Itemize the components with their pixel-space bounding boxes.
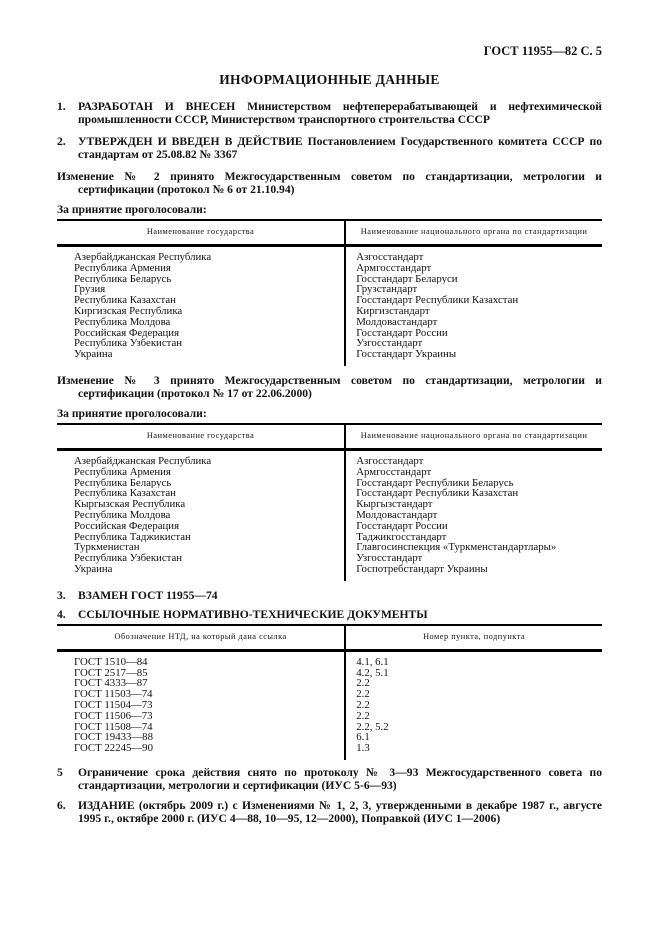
cell-left: Республика Беларусь — [57, 274, 345, 285]
item-1-text: РАЗРАБОТАН И ВНЕСЕН Министерством нефтеперерабатывающей и нефтехимической промышленности СССР, Министерством транспортного строительства СССР — [78, 100, 602, 126]
item-6 — [57, 799, 602, 825]
cell-left: Российская Федерация — [57, 328, 345, 339]
table-row — [57, 521, 602, 532]
cell-left: ГОСТ 11504—73 — [57, 700, 345, 711]
cell-left: ГОСТ 11503—74 — [57, 689, 345, 700]
cell-left: Республика Узбекистан — [57, 553, 345, 564]
cell-right: Азгосстандарт — [356, 251, 424, 263]
table-row — [57, 650, 602, 667]
references-table-head — [57, 625, 602, 651]
cell-right: Госпотребстандарт Украины — [356, 563, 488, 575]
cell-right: Молдовастандарт — [356, 509, 438, 521]
item-4-text: ССЫЛОЧНЫЕ НОРМАТИВНО-ТЕХНИЧЕСКИЕ ДОКУМЕНТЫ — [78, 607, 428, 621]
cell-left: Азербайджанская Республика — [57, 246, 345, 263]
voted-label-2: За принятие проголосовали: — [57, 406, 207, 420]
table-row — [57, 263, 602, 274]
cell-left: ГОСТ 1510—84 — [57, 650, 345, 667]
cell-right: Госстандарт Республики Беларусь — [356, 477, 514, 489]
table-row — [57, 553, 602, 564]
vote-table-1-header-state: Наименование государства — [57, 220, 345, 246]
cell-right: Госстандарт Беларуси — [356, 273, 458, 285]
cell-right: Узгосстандарт — [356, 553, 423, 564]
cell-right: Госстандарт Украины — [356, 349, 457, 361]
item-4 — [57, 608, 602, 621]
item-2-number: 2. — [57, 135, 66, 148]
item-6-text: ИЗДАНИЕ (октябрь 2009 г.) с Изменениями № 1, 2, 3, утвержденными в декабре 1987 г., августе 1995 г., октябре 2000 г. (ИУС 4—88, 10—95, 12—2000), Поправкой (ИУС 1—2006) — [78, 798, 602, 825]
vote-table-2-header-org: Наименование национального органа по стандартизации — [345, 424, 602, 450]
table-row — [57, 678, 602, 689]
cell-right: Кыргызстандарт — [356, 499, 433, 510]
table-row — [57, 564, 602, 581]
table-row — [57, 542, 602, 553]
vote-table-2 — [57, 423, 602, 581]
cell-right: Госстандарт Республики Казахстан — [356, 295, 519, 306]
cell-left: Республика Узбекистан — [57, 338, 345, 349]
amendment-2-note: Изменение № 2 принято Межгосударственным советом по стандартизации, метрологии и сертификации (протокол № 6 от 21.10.94) — [57, 170, 602, 196]
table-row — [57, 246, 602, 263]
vote-table-1-header-org: Наименование национального органа по стандартизации — [345, 220, 602, 246]
vote-table-2-body — [57, 449, 602, 580]
item-3 — [57, 589, 602, 602]
cell-right: Киргизстандарт — [356, 305, 430, 317]
cell-right: Узгосстандарт — [356, 338, 423, 350]
table-row — [57, 306, 602, 317]
item-5-number: 5 — [57, 765, 63, 779]
item-2 — [57, 135, 602, 161]
table-row — [57, 284, 602, 295]
references-table-body — [57, 650, 602, 760]
table-row — [57, 668, 602, 679]
table-row — [57, 700, 602, 711]
table-row — [57, 510, 602, 521]
vote-table-1-header-row — [57, 220, 602, 246]
cell-left: ГОСТ 19433—88 — [57, 732, 345, 743]
cell-left: ГОСТ 11508—74 — [57, 722, 345, 733]
table-row — [57, 317, 602, 328]
table-row — [57, 532, 602, 543]
table-row — [57, 478, 602, 489]
table-row — [57, 732, 602, 743]
cell-left: ГОСТ 4333—87 — [57, 678, 345, 689]
cell-right: Армгосстандарт — [356, 262, 432, 274]
vote-table-2-head — [57, 424, 602, 450]
page-header: ГОСТ 11955—82 С. 5 — [483, 44, 602, 58]
cell-left: Туркменистан — [57, 542, 345, 553]
cell-right: Главгосинспекция «Туркменстандартлары» — [356, 542, 557, 554]
cell-left: Республика Таджикистан — [57, 532, 345, 543]
table-row — [57, 328, 602, 339]
cell-left: Республика Армения — [57, 263, 345, 274]
cell-left: Киргизская Республика — [57, 306, 345, 317]
cell-left: Грузия — [57, 284, 345, 295]
table-row — [57, 467, 602, 478]
cell-right: Таджикгосстандарт — [356, 531, 447, 543]
cell-right: 2.2 — [356, 710, 370, 722]
item-1-number: 1. — [57, 100, 66, 113]
references-table-header-designation: Обозначение НТД, на который дана ссылка — [57, 625, 345, 651]
cell-right: 2.2 — [356, 699, 370, 711]
cell-left: ГОСТ 11506—73 — [57, 711, 345, 722]
cell-left: Украина — [57, 349, 345, 366]
cell-left: Республика Армения — [57, 467, 345, 478]
cell-left: Азербайджанская Республика — [57, 449, 345, 466]
cell-right: 2.2, 5.2 — [356, 721, 389, 733]
cell-right: 2.2 — [356, 678, 370, 690]
item-3-text: ВЗАМЕН ГОСТ 11955—74 — [78, 588, 218, 602]
cell-right: 6.1 — [356, 732, 370, 744]
cell-right: Грузстандарт — [356, 284, 418, 296]
table-row — [57, 449, 602, 466]
cell-left: ГОСТ 22245—90 — [57, 743, 345, 760]
cell-right: Госстандарт Республики Казахстан — [356, 488, 519, 500]
document-title: ИНФОРМАЦИОННЫЕ ДАННЫЕ — [219, 72, 440, 87]
cell-left: Кыргызская Республика — [57, 499, 345, 510]
vote-table-2-header-state: Наименование государства — [57, 424, 345, 450]
cell-left: Украина — [57, 564, 345, 581]
amendment-3-note: Изменение № 3 принято Межгосударственным советом по стандартизации, метрологии и сертификации (протокол № 17 от 22.06.2000) — [57, 373, 602, 400]
cell-right: Молдовастандарт — [356, 316, 438, 328]
table-row — [57, 722, 602, 733]
references-table-header-clause: Номер пункта, подпункта — [345, 625, 602, 651]
item-5 — [57, 766, 602, 792]
vote-table-1-body — [57, 246, 602, 366]
cell-left: Республика Молдова — [57, 510, 345, 521]
vote-table-2-header-row — [57, 424, 602, 450]
cell-left: ГОСТ 2517—85 — [57, 668, 345, 679]
cell-right: 1.3 — [356, 743, 370, 755]
cell-right: Армгосстандарт — [356, 466, 432, 478]
voted-label-1: За принятие проголосовали: — [57, 203, 207, 216]
cell-left: Республика Казахстан — [57, 488, 345, 499]
table-row — [57, 338, 602, 349]
cell-right: 2.2 — [356, 689, 370, 700]
cell-left: Республика Беларусь — [57, 478, 345, 489]
table-row — [57, 743, 602, 760]
cell-left: Республика Молдова — [57, 317, 345, 328]
cell-right: 4.1, 6.1 — [356, 655, 389, 668]
table-row — [57, 274, 602, 285]
cell-right: Госстандарт России — [356, 520, 448, 532]
vote-table-1 — [57, 219, 602, 366]
item-1 — [57, 100, 602, 126]
references-table — [57, 624, 602, 760]
table-row — [57, 689, 602, 700]
cell-left: Республика Казахстан — [57, 295, 345, 306]
cell-right: Азгосстандарт — [356, 454, 424, 467]
table-row — [57, 499, 602, 510]
table-row — [57, 488, 602, 499]
item-3-number: 3. — [57, 588, 66, 602]
item-4-number: 4. — [57, 607, 66, 621]
table-row — [57, 349, 602, 366]
item-5-text: Ограничение срока действия снято по протоколу № 3—93 Межгосударственного совета по стандартизации, метрологии и сертификации (ИУС 5-6—93) — [78, 765, 602, 792]
table-row — [57, 295, 602, 306]
references-table-header-row — [57, 625, 602, 651]
item-6-number: 6. — [57, 798, 66, 812]
vote-table-1-head — [57, 220, 602, 246]
cell-left: Российская Федерация — [57, 521, 345, 532]
cell-right: Госстандарт России — [356, 327, 448, 339]
table-row — [57, 711, 602, 722]
item-2-text: УТВЕРЖДЕН И ВВЕДЕН В ДЕЙСТВИЕ Постановлением Государственного комитета СССР по стандартам от 25.08.82 № 3367 — [78, 135, 602, 161]
cell-right: 4.2, 5.1 — [356, 667, 389, 679]
